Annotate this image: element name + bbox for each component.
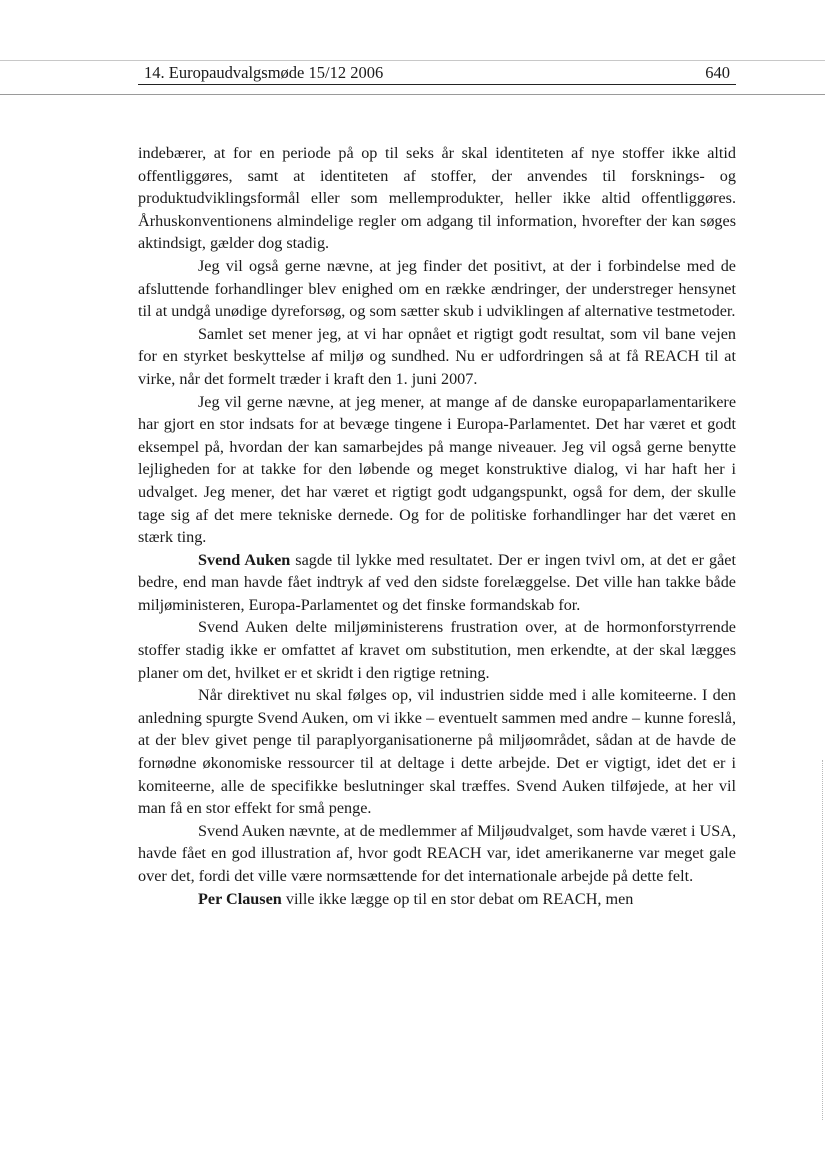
paragraph — [138, 549, 736, 617]
paragraph-text: Svend Auken nævnte, at de medlemmer af Miljøudvalget, som havde været i USA, havde fået en god illustration af, hvor godt REACH var, idet amerikanerne var meget gale over det, fordi det ville være normsættende for det internationale arbejde på dette felt. — [138, 821, 736, 885]
document-body — [138, 142, 736, 910]
paragraph-text: Jeg vil gerne nævne, at jeg mener, at mange af de danske europaparlamentarikere har gjort en stor indsats for at bevæge tingene i Europa-Parlamentet. Det har været et godt eksempel på, hvordan der kan samarbejdes på mange niveauer. Jeg vil også gerne benytte lejligheden for at takke for den løbende og meget konstruktive dialog, vi har haft her i udvalget. Jeg mener, det har været et rigtigt godt udgangspunkt, også for dem, der skulle tage sig af det mere tekniske dernede. Og for de politiske forhandlinger har det været en stærk ting. — [138, 392, 736, 547]
paragraph — [138, 820, 736, 888]
paragraph-text: Samlet set mener jeg, at vi har opnået et rigtigt godt resultat, som vil bane vejen for en styrket beskyttelse af miljø og sundhed. Nu er udfordringen så at få REACH til at virke, når det formelt træder i kraft den 1. juni 2007. — [138, 324, 736, 388]
meeting-title: 14. Europaudvalgsmøde 15/12 2006 — [144, 63, 384, 82]
paragraph — [138, 323, 736, 391]
paragraph-text: indebærer, at for en periode på op til seks år skal identiteten af nye stoffer ikke altid offentliggøres, samt at identiteten af stoffer, der anvendes til forsknings- og produktudviklingsformål eller som mellemprodukter, heller ikke altid offentliggøres. Århuskonventionens almindelige regler om adgang til information, hvorefter der kan søges aktindsigt, gælder dog stadig. — [138, 144, 736, 253]
paragraph-text: Jeg vil også gerne nævne, at jeg finder det positivt, at der i forbindelse med de afsluttende forhandlinger blev enighed om en række ændringer, der understreger hensynet til at undgå unødige dyreforsøg, og som sætter skub i udviklingen af alternative testmetoder. — [138, 256, 736, 321]
paragraph-text: sagde til lykke med resultatet. Der er ingen tvivl om, at det er gået bedre, end man havde fået indtryk af ved den sidste forelæggelse. Det ville han takke både miljøministeren, Europa-Parlamentet og det finske formandskab for. — [138, 550, 736, 614]
speaker-name: Svend Auken — [198, 550, 291, 569]
page-number: 640 — [705, 63, 730, 82]
scan-edge-line — [822, 760, 823, 1120]
paragraph-text: Svend Auken delte miljøministerens frustration over, at de hormonforstyrrende stoffer stadig ikke er omfattet af kravet om substitution, men erkendte, at der skal lægges planer om det, hvilket er et skridt i den rigtige retning. — [138, 618, 736, 682]
page-header — [138, 62, 736, 85]
paragraph — [138, 888, 736, 911]
scan-edge-line — [0, 60, 825, 61]
paragraph — [138, 142, 736, 255]
paragraph — [138, 391, 736, 549]
paragraph — [138, 616, 736, 684]
speaker-name: Per Clausen — [198, 889, 282, 908]
paragraph — [138, 684, 736, 820]
paragraph — [138, 255, 736, 323]
paragraph-text: ville ikke lægge op til en stor debat om REACH, men — [285, 889, 634, 908]
scan-edge-line — [0, 94, 825, 95]
paragraph-text: Når direktivet nu skal følges op, vil industrien sidde med i alle komiteerne. I den anledning spurgte Svend Auken, om vi ikke – eventuelt sammen med andre – kunne foreslå, at der blev givet penge til paraplyorganisationerne på miljøområdet, sådan at de havde de fornødne økonomiske ressourcer til at deltage i dette arbejde. Det er vigtigt, idet det er i komiteerne, alle de specifikke beslutninger skal træffes. Svend Auken tilføjede, at her vil man få en stor effekt for små penge. — [138, 686, 736, 818]
